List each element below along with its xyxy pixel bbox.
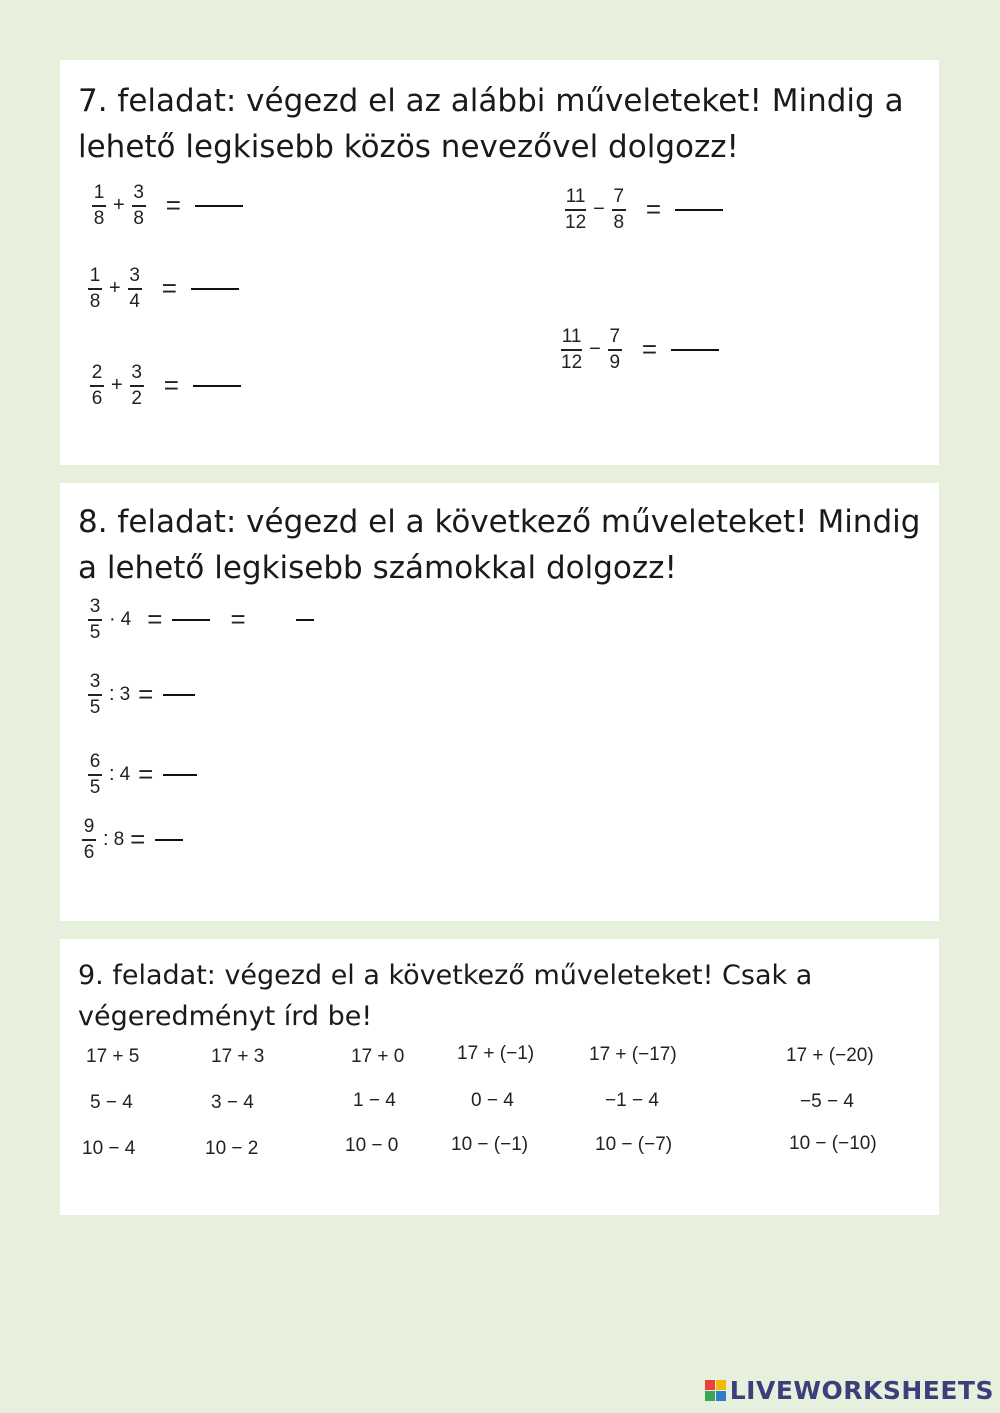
task7-expr-4 [563,186,723,234]
liveworksheets-logo [705,1376,994,1405]
answer-input[interactable] [191,288,239,290]
answer-input[interactable] [155,839,183,841]
fraction: $\frac{3}{5}$ [89,671,101,718]
fraction: $\frac{7}{8}$ [613,186,625,233]
task9-cell[interactable]: −1 − 4 [605,1090,659,1111]
equals-sign: = [230,604,246,635]
answer-input[interactable] [296,619,314,621]
task7-expr-2 [86,265,239,313]
fraction: $\frac{11}{12}$ [561,326,583,373]
task9-cell[interactable]: 3 − 4 [211,1092,254,1113]
task9-card [60,939,939,1215]
fraction: $\frac{3}{5}$ [89,596,101,643]
fraction: $\frac{9}{6}$ [83,816,95,863]
equals-sign: = [641,334,658,365]
brand-square-blue [716,1391,726,1401]
fraction: $\frac{3}{8}$ [133,182,144,229]
fraction: $\frac{1}{8}$ [89,265,101,312]
task9-cell[interactable]: 0 − 4 [471,1090,514,1111]
task9-cell[interactable]: 5 − 4 [90,1092,133,1113]
task7-expr-3 [88,362,241,410]
answer-input[interactable] [193,385,241,387]
operator: · [109,608,116,631]
task9-cell[interactable]: 10 − (−10) [789,1133,877,1154]
task9-cell[interactable]: 17 + 0 [351,1046,405,1067]
task8-expr-2: $\frac{3}{5}$ : 3 = [86,671,195,719]
task7-expr-1 [90,182,243,230]
brand-name: LIVEWORKSHEETS [729,1376,994,1405]
task9-cell[interactable]: 17 + 3 [211,1046,265,1067]
equals-sign: = [165,190,181,221]
equals-sign: = [163,370,179,401]
operator: − [593,198,605,221]
task9-cell[interactable]: 10 − 2 [205,1138,259,1159]
operator: : [109,763,115,786]
answer-input[interactable] [172,619,210,621]
operator: + [109,277,121,300]
task7-expr-5 [559,326,719,374]
operator: + [111,374,123,397]
answer-input[interactable] [195,205,243,207]
brand-square-yellow [716,1380,726,1390]
task9-cell[interactable]: 17 + (−1) [457,1043,535,1064]
task9-title: 9. feladat: végezd el a következő műveleteket! Csak a végeredményt írd be! [78,960,813,1032]
brand-square-red [705,1380,715,1390]
operator: − [589,338,601,361]
task7-card [60,60,939,465]
equals-sign: = [130,824,146,855]
answer-input[interactable] [163,694,195,696]
fraction: $\frac{11}{12}$ [565,186,587,233]
task8-expr-3: $\frac{6}{5}$ : 4 = [86,751,197,799]
task9-cell[interactable]: 10 − (−7) [595,1134,673,1155]
brand-mark-icon [705,1380,726,1401]
equals-sign: = [161,273,177,304]
task9-cell[interactable]: 17 + 5 [86,1046,140,1067]
task8-expr-4: $\frac{9}{6}$ : 8 = [80,816,183,864]
task9-cell[interactable]: 10 − 4 [82,1138,136,1159]
fraction: $\frac{3}{2}$ [131,362,142,409]
task9-cell[interactable]: 17 + (−20) [786,1045,874,1066]
task8-expr-1: $\frac{3}{5}$ · 4 = = [86,596,314,644]
fraction: $\frac{3}{4}$ [129,265,140,312]
task8-title: 8. feladat: végezd el a következő műveleteket! Mindig a lehető legkisebb számokkal dolgozz! [78,504,921,586]
task9-cell[interactable]: −5 − 4 [800,1091,854,1112]
fraction: $\frac{2}{6}$ [91,362,103,409]
operator: : [103,828,109,851]
task9-cell[interactable]: 10 − 0 [345,1135,399,1156]
task9-cell[interactable]: 1 − 4 [353,1090,396,1111]
answer-input[interactable] [675,209,723,211]
fraction: $\frac{7}{9}$ [609,326,621,373]
task9-cell[interactable]: 17 + (−17) [589,1044,677,1065]
operator: : [109,683,115,706]
equals-sign: = [138,759,154,790]
task8-card [60,483,939,921]
task9-cell[interactable]: 10 − (−1) [451,1134,529,1155]
equals-sign: = [138,679,154,710]
equals-sign: = [147,604,163,635]
fraction: $\frac{1}{8}$ [93,182,105,229]
answer-input[interactable] [671,349,719,351]
operator: + [113,194,125,217]
brand-square-green [705,1391,715,1401]
equals-sign: = [645,194,662,225]
answer-input[interactable] [163,774,197,776]
task7-title: 7. feladat: végezd el az alábbi műveleteket! Mindig a lehető legkisebb közös nevezővel dolgozz! [78,83,904,165]
fraction: $\frac{6}{5}$ [89,751,101,798]
